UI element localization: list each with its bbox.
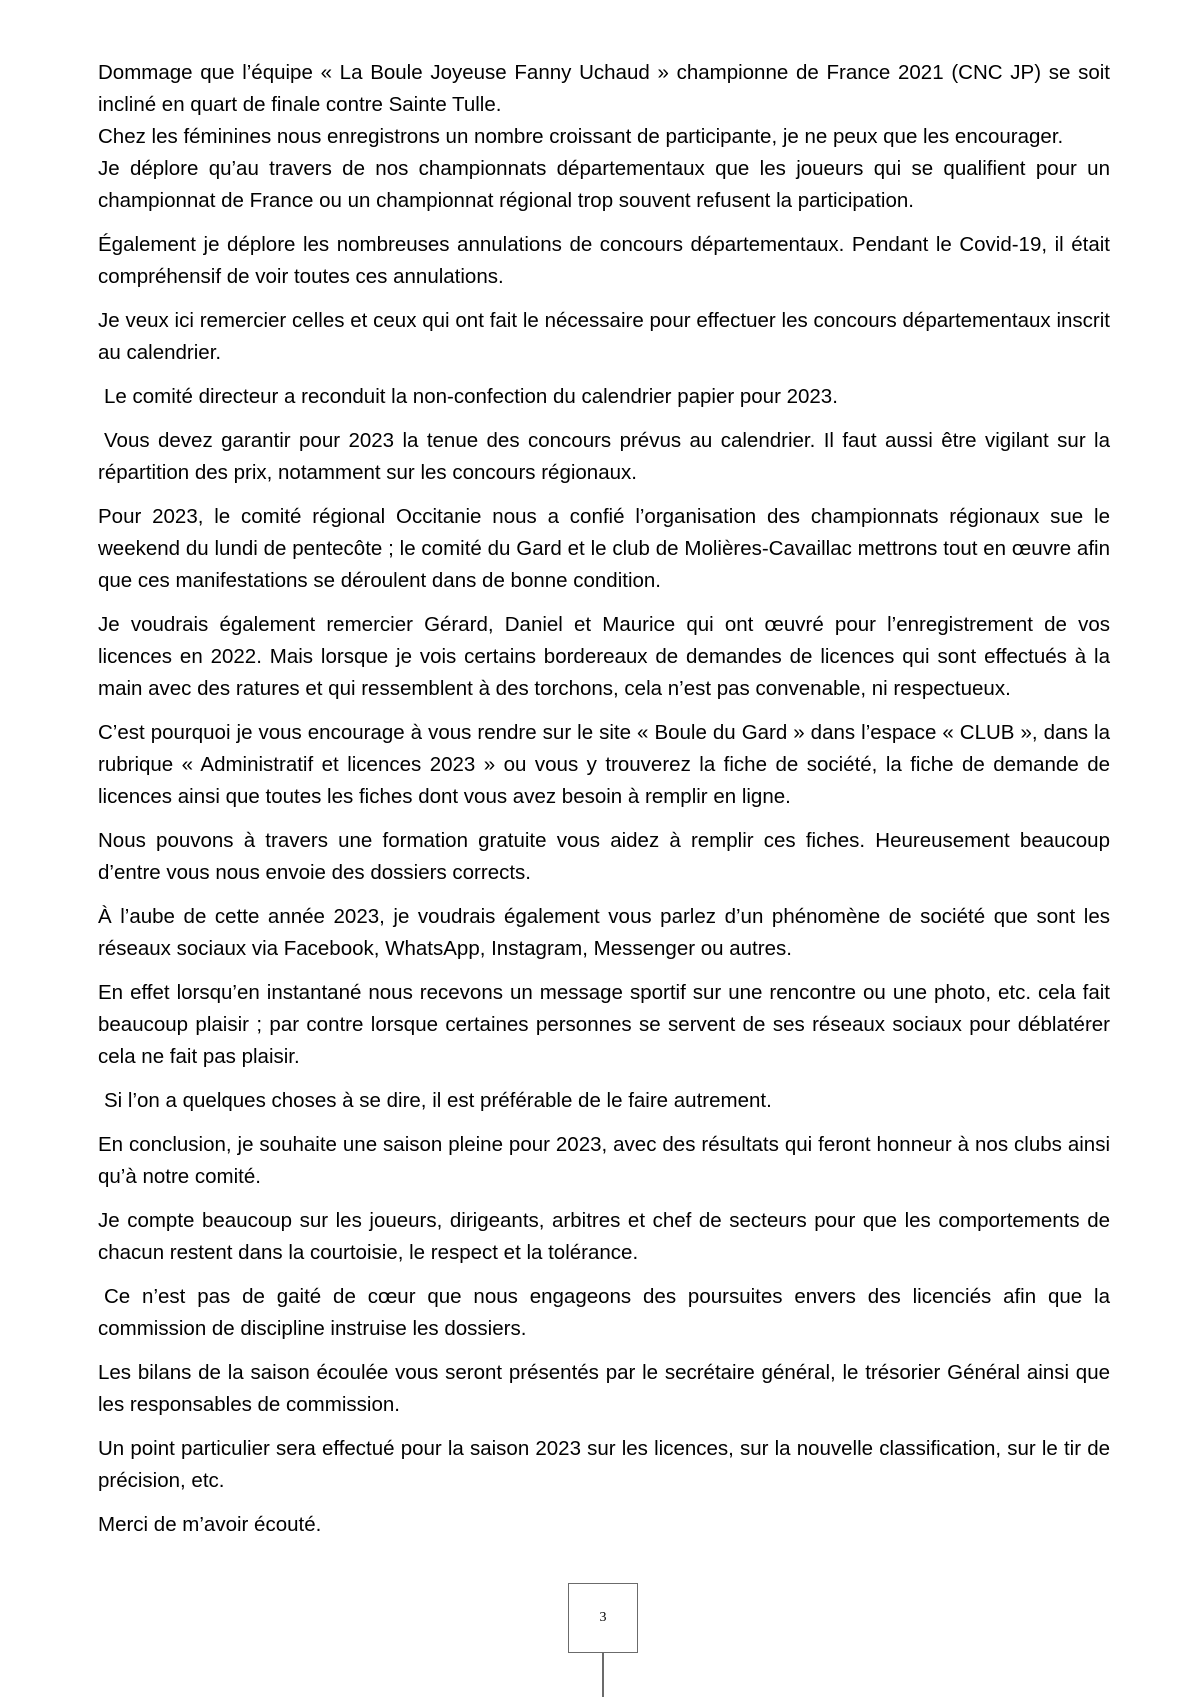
paragraph-quarter-final: Dommage que l’équipe « La Boule Joyeuse Fanny Uchaud » championne de France 2021 (CNC JP) se soit incliné en quart de finale contre Sainte Tulle. [98, 61, 1110, 116]
paragraph-behaviour: Je compte beaucoup sur les joueurs, dirigeants, arbitres et chef de secteurs pour que les comportements de chacun restent dans la courtoisie, le respect et la tolérance. [98, 1209, 1110, 1264]
paragraph-conclusion: En conclusion, je souhaite une saison pleine pour 2023, avec des résultats qui feront honneur à nos clubs ainsi qu’à notre comité. [98, 1133, 1110, 1188]
paragraph-cancellations: Également je déplore les nombreuses annulations de concours départementaux. Pendant le Covid-19, il était compréhensif de voir toutes ces annulations. [98, 233, 1110, 288]
paragraph-free-training: Nous pouvons à travers une formation gratuite vous aidez à remplir ces fiches. Heureusement beaucoup d’entre vous nous envoie des dossiers corrects. [98, 829, 1110, 884]
paragraph-website-forms: C’est pourquoi je vous encourage à vous rendre sur le site « Boule du Gard » dans l’espace « CLUB », dans la rubrique « Administratif et licences 2023 » ou vous y trouverez la fiche de société, la fiche de demande de licences ainsi que toutes les fiches dont vous avez besoin à remplir en ligne. [98, 721, 1110, 808]
paragraph-feminines: Chez les féminines nous enregistrons un nombre croissant de participante, je ne peux que les encourager. [98, 125, 1064, 148]
paragraph-special-point: Un point particulier sera effectué pour la saison 2023 sur les licences, sur la nouvelle classification, sur le tir de précision, etc. [98, 1437, 1110, 1492]
paragraph-thanks-organizers: Je veux ici remercier celles et ceux qui ont fait le nécessaire pour effectuer les concours départementaux inscrit au calendrier. [98, 309, 1110, 364]
paragraph-qualification-refusals: Je déplore qu’au travers de nos championnats départementaux que les joueurs qui se qualifient pour un championnat de France ou un championnat régional trop souvent refusent la participation. [98, 157, 1110, 212]
paragraph-social-networks-misuse: En effet lorsqu’en instantané nous recevons un message sportif sur une rencontre ou une photo, etc. cela fait beaucoup plaisir ; par contre lorsque certaines personnes se servent de ses réseaux sociaux pour déblatérer cela ne fait pas plaisir. [98, 981, 1110, 1068]
paragraph-social-networks: À l’aube de cette année 2023, je voudrais également vous parlez d’un phénomène de société que sont les réseaux sociaux via Facebook, WhatsApp, Instagram, Messenger ou autres. [98, 905, 1110, 960]
paragraph-guarantee-contests: Vous devez garantir pour 2023 la tenue des concours prévus au calendrier. Il faut aussi être vigilant sur la répartition des prix, notamment sur les concours régionaux. [98, 429, 1110, 484]
paragraph-discipline: Ce n’est pas de gaité de cœur que nous engageons des poursuites envers des licenciés afin que la commission de discipline instruise les dossiers. [98, 1285, 1110, 1340]
paragraph-season-reports: Les bilans de la saison écoulée vous seront présentés par le secrétaire général, le trésorier Général ainsi que les responsables de commission. [98, 1361, 1110, 1416]
page-number-connector-line [602, 1653, 604, 1697]
paragraph-paper-calendar: Le comité directeur a reconduit la non-confection du calendrier papier pour 2023. [104, 385, 838, 408]
paragraph-regional-championships: Pour 2023, le comité régional Occitanie nous a confié l’organisation des championnats régionaux sue le weekend du lundi de pentecôte ; le comité du Gard et le club de Molières-Cavaillac mettrons tout en œuvre afin que ces manifestations se déroulent dans de bonne condition. [98, 505, 1110, 592]
paragraph-thank-you: Merci de m’avoir écouté. [98, 1513, 322, 1536]
page-number: 3 [599, 1610, 607, 1625]
paragraph-say-otherwise: Si l’on a quelques choses à se dire, il est préférable de le faire autrement. [104, 1089, 772, 1112]
document-body [98, 57, 1110, 1553]
page-number-box [568, 1583, 638, 1653]
paragraph-licence-registration: Je voudrais également remercier Gérard, Daniel et Maurice qui ont œuvré pour l’enregistrement de vos licences en 2022. Mais lorsque je vois certains bordereaux de demandes de licences qui sont effectués à la main avec des ratures et qui ressemblent à des torchons, cela n’est pas convenable, ni respectueux. [98, 613, 1110, 700]
